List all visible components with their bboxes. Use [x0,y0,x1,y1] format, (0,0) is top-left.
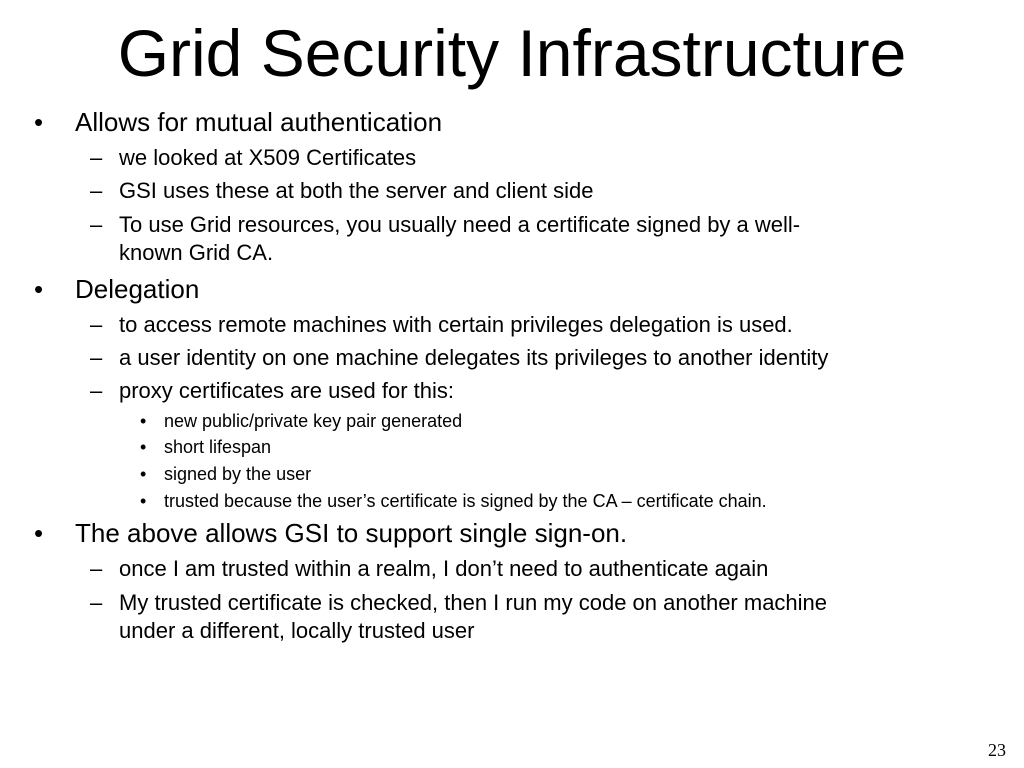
sub-bullet-text: GSI uses these at both the server and client side [119,178,594,203]
sub-sub-bullet-text: short lifespan [164,437,272,457]
dash-marker: – [90,556,103,581]
slide-title: Grid Security Infrastructure [117,16,907,90]
dash-marker: – [90,178,103,203]
bullet-text: Allows for mutual authentication [75,107,443,137]
dash-marker: – [90,590,103,615]
sub-bullet-text: proxy certificates are used for this: [119,378,455,403]
sub-sub-bullet-text: trusted because the user’s certificate is signed by the CA – certificate chain. [164,491,767,511]
bullet-marker: • [140,491,147,511]
dash-marker: – [90,378,103,403]
dash-marker: – [90,312,103,337]
sub-sub-bullet-text: new public/private key pair generated [164,411,463,431]
sub-bullet-text: To use Grid resources, you usually need a certificate signed by a well- [119,212,801,237]
bullet-marker: • [34,274,44,304]
sub-bullet-text: under a different, locally trusted user [119,618,475,643]
sub-bullet-text: once I am trusted within a realm, I don’t need to authenticate again [119,556,769,581]
bullet-marker: • [34,518,44,548]
sub-sub-bullet-text: signed by the user [164,464,312,484]
bullet-marker: • [34,107,44,137]
bullet-text: The above allows GSI to support single sign-on. [75,518,628,548]
sub-bullet-text: a user identity on one machine delegates its privileges to another identity [119,345,829,370]
sub-bullet-text: we looked at X509 Certificates [119,145,417,170]
page-number: 23 [988,740,1006,760]
dash-marker: – [90,212,103,237]
sub-bullet-text: to access remote machines with certain privileges delegation is used. [119,312,793,337]
dash-marker: – [90,145,103,170]
dash-marker: – [90,345,103,370]
sub-bullet-text: My trusted certificate is checked, then I run my code on another machine [119,590,828,615]
bullet-text: Delegation [75,274,200,304]
bullet-marker: • [140,411,147,431]
bullet-marker: • [140,464,147,484]
sub-bullet-text: known Grid CA. [119,240,274,265]
bullet-marker: • [140,437,147,457]
